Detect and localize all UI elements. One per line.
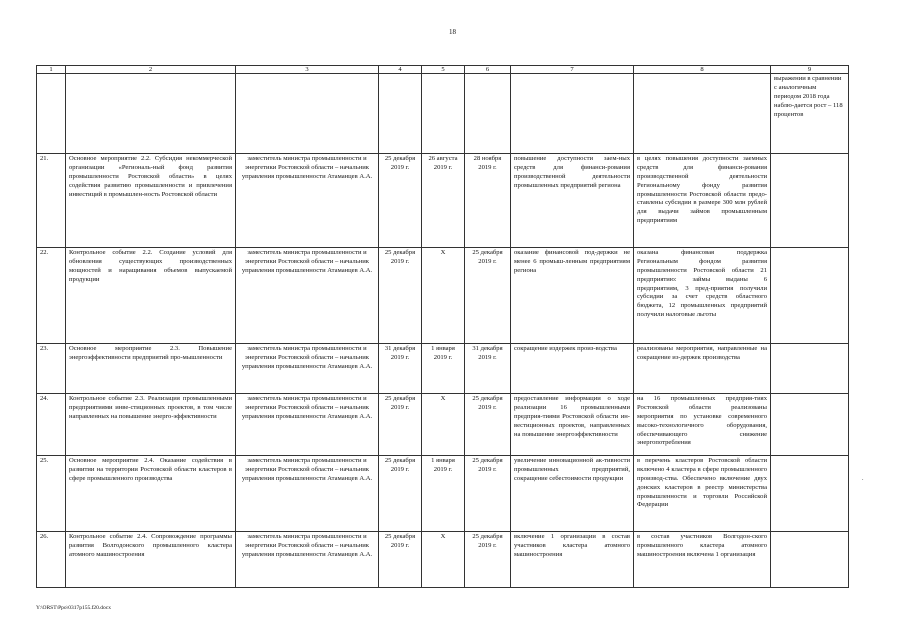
planned-date: 25 декабря 2019 г. bbox=[379, 154, 422, 248]
expected-result: повышение доступности заем-ных средств для финанси-рования производственной деятельности промышленных предприятий региона bbox=[511, 154, 634, 248]
actual-result: в целях повышения доступности заемных средств для финанси-рования производственной деятельности Региональному фонду развития промышленности Ростовской области предо-ставлены субсидии в размере 300 млн рублей для выдачи займов промышленным предприятиям bbox=[634, 154, 771, 248]
page-number: 18 bbox=[449, 28, 456, 36]
cell bbox=[465, 74, 511, 154]
actual-result: в состав участников Волгодон-ского промышленного кластера атомного машиностроения включена 1 организация bbox=[634, 532, 771, 588]
event-name: Основное мероприятие 2.4. Оказание содействия в развитии на территории Ростовской области кластеров в сфере промышленного производства bbox=[66, 456, 236, 532]
cell bbox=[511, 74, 634, 154]
start-date: Х bbox=[422, 532, 465, 588]
event-name: Контрольное событие 2.3. Реализация промышленными предприятиями инве-стиционных проектов, в том числе направленных на повышение энерго-эффективности bbox=[66, 394, 236, 456]
responsible-person: заместитель министра промышленности и энергетики Ростовской области – начальник управления промышленности Атаманцев А.А. bbox=[236, 394, 379, 456]
end-date: 28 ноября 2019 г. bbox=[465, 154, 511, 248]
planned-date: 25 декабря 2019 г. bbox=[379, 456, 422, 532]
row-number: 25. bbox=[37, 456, 66, 532]
expected-result: сокращение издержек произ-водства bbox=[511, 344, 634, 394]
end-date: 25 декабря 2019 г. bbox=[465, 394, 511, 456]
expected-result: предоставление информации о ходе реализации 16 промышленными предприя-тиями Ростовской области ин-вестиционных проектов, направленных на повышение энергоэффективности bbox=[511, 394, 634, 456]
end-date: 25 декабря 2019 г. bbox=[465, 248, 511, 344]
start-date: 1 января 2019 г. bbox=[422, 344, 465, 394]
start-date: 1 января 2019 г. bbox=[422, 456, 465, 532]
column-header: 7 bbox=[511, 66, 634, 74]
column-header: 5 bbox=[422, 66, 465, 74]
table-row bbox=[37, 394, 849, 456]
header-row bbox=[37, 66, 849, 74]
column-header: 9 bbox=[771, 66, 849, 74]
start-date: Х bbox=[422, 248, 465, 344]
expected-result: увеличение инновационной ак-тивности промышленных предприятий, сокращение себестоимости продукции bbox=[511, 456, 634, 532]
event-name: Основное мероприятие 2.2. Субсидия некоммерческой организации «Региональ-ный фонд развития промышленности Ростовской области» в целях содействия развитию промышленности и привлечения инвестиций в промышлен-ность Ростовской области bbox=[66, 154, 236, 248]
report-table bbox=[36, 65, 849, 588]
event-name: Контрольное событие 2.2. Создание условий для обновления существующих производственных мощностей и наращивания объемов выпускаемой продукции bbox=[66, 248, 236, 344]
table-row bbox=[37, 154, 849, 248]
expected-result: оказание финансовой под-держки не менее 6 промыш-ленным предприятиям региона bbox=[511, 248, 634, 344]
row-number: 22. bbox=[37, 248, 66, 344]
cell bbox=[379, 74, 422, 154]
cell bbox=[422, 74, 465, 154]
end-date: 25 декабря 2019 г. bbox=[465, 456, 511, 532]
column-header: 8 bbox=[634, 66, 771, 74]
actual-result: реализованы мероприятия, направленные на сокращение из-держек производства bbox=[634, 344, 771, 394]
note-cell bbox=[771, 532, 849, 588]
continuation-row bbox=[37, 74, 849, 154]
event-name: Основное мероприятие 2.3. Повышение энергоэффективности предприятий про-мышленности bbox=[66, 344, 236, 394]
responsible-person: заместитель министра промышленности и энергетики Ростовской области – начальник управления промышленности Атаманцев А.А. bbox=[236, 154, 379, 248]
note-cell bbox=[771, 344, 849, 394]
note-cell: выражении в сравнении с аналогичным периодом 2018 года наблю-дается рост – 118 процентов bbox=[771, 74, 849, 154]
planned-date: 25 декабря 2019 г. bbox=[379, 394, 422, 456]
note-cell bbox=[771, 154, 849, 248]
end-date: 25 декабря 2019 г. bbox=[465, 532, 511, 588]
table-row bbox=[37, 456, 849, 532]
responsible-person: заместитель министра промышленности и энергетики Ростовской области – начальник управления промышленности Атаманцев А.А. bbox=[236, 248, 379, 344]
actual-result: оказана финансовая поддержка Региональным фондом развития промышленности Ростовской области 21 предприятию: займы выданы 6 предприятиям, 3 пред-приятия получили субсидии за счет средств областного бюджета, 12 промышленных предприятий получили налоговые льготы bbox=[634, 248, 771, 344]
end-date: 31 декабря 2019 г. bbox=[465, 344, 511, 394]
column-header: 3 bbox=[236, 66, 379, 74]
column-header: 4 bbox=[379, 66, 422, 74]
planned-date: 25 декабря 2019 г. bbox=[379, 248, 422, 344]
column-header: 6 bbox=[465, 66, 511, 74]
table-row bbox=[37, 532, 849, 588]
cell bbox=[634, 74, 771, 154]
expected-result: включение 1 организации в состав участников кластера атомного машиностроения bbox=[511, 532, 634, 588]
note-cell bbox=[771, 394, 849, 456]
planned-date: 25 декабря 2019 г. bbox=[379, 532, 422, 588]
start-date: 26 августа 2019 г. bbox=[422, 154, 465, 248]
row-number: 23. bbox=[37, 344, 66, 394]
column-header: 1 bbox=[37, 66, 66, 74]
responsible-person: заместитель министра промышленности и энергетики Ростовской области – начальник управления промышленности Атаманцев А.А. bbox=[236, 344, 379, 394]
file-path-footer: Y:\ORST\Ppo\0317p155.f20.docx bbox=[36, 605, 111, 611]
actual-result: на 16 промышленных предприя-тиях Ростовской области реализованы мероприятия по установке современного высоко-технологичного оборудования, обеспечивающего снижение энергопотребления bbox=[634, 394, 771, 456]
table-row bbox=[37, 344, 849, 394]
row-number: 24. bbox=[37, 394, 66, 456]
cell bbox=[66, 74, 236, 154]
row-number: 21. bbox=[37, 154, 66, 248]
table-row bbox=[37, 248, 849, 344]
note-cell bbox=[771, 456, 849, 532]
column-header: 2 bbox=[66, 66, 236, 74]
responsible-person: заместитель министра промышленности и энергетики Ростовской области – начальник управления промышленности Атаманцев А.А. bbox=[236, 532, 379, 588]
actual-result: в перечень кластеров Ростовской области включено 4 кластера в сфере промышленного производ-ства. Обеспечено включение двух донских кластеров в реестр министерства промышленности и торговли Российской Федерации bbox=[634, 456, 771, 532]
start-date: Х bbox=[422, 394, 465, 456]
note-cell bbox=[771, 248, 849, 344]
planned-date: 31 декабря 2019 г. bbox=[379, 344, 422, 394]
responsible-person: заместитель министра промышленности и энергетики Ростовской области – начальник управления промышленности Атаманцев А.А. bbox=[236, 456, 379, 532]
stray-mark: . bbox=[862, 476, 864, 482]
event-name: Контрольное событие 2.4. Сопровождение программы развития Волгодонского промышленного кластера атомного машиностроения bbox=[66, 532, 236, 588]
row-number: 26. bbox=[37, 532, 66, 588]
cell bbox=[236, 74, 379, 154]
cell bbox=[37, 74, 66, 154]
